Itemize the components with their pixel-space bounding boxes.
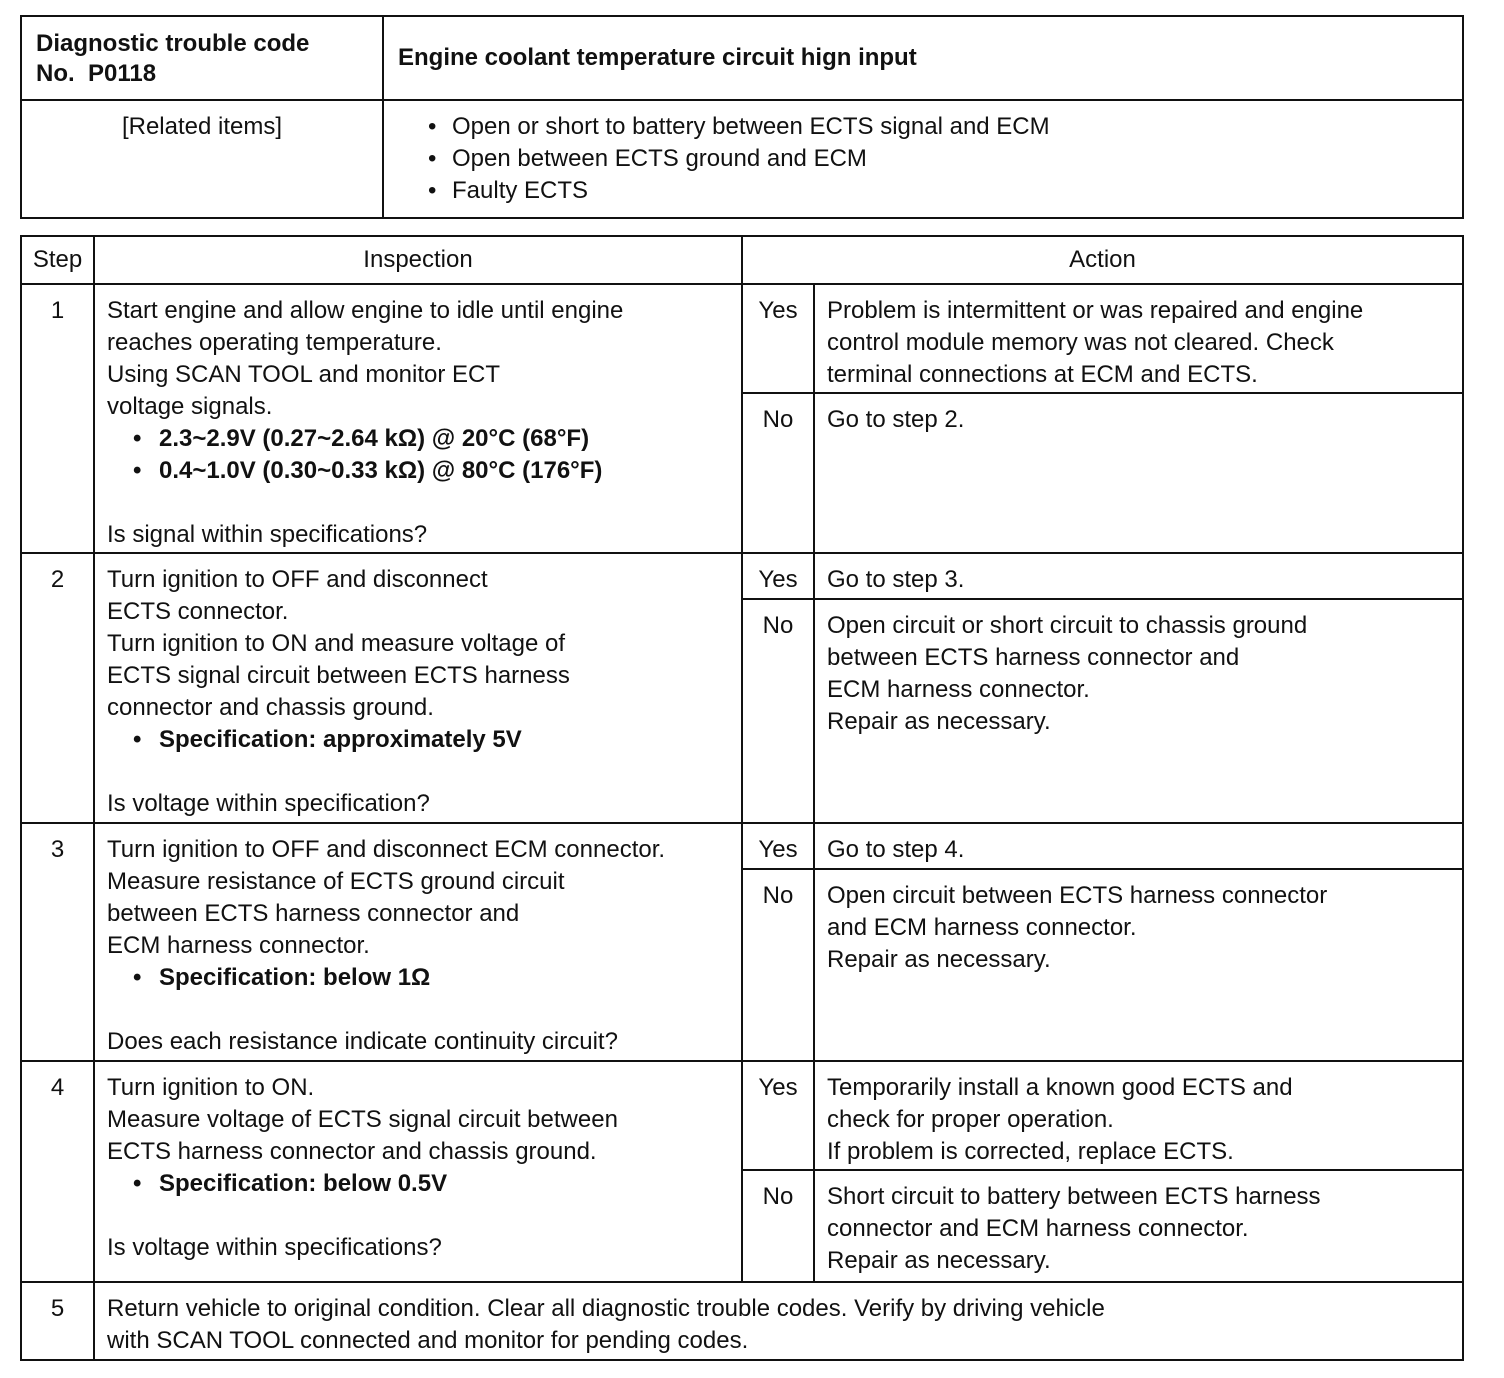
no-action (814, 1170, 1463, 1282)
dtc-header-table (20, 15, 1464, 219)
final-step-line: Return vehicle to original condition. Clear all diagnostic trouble codes. Verify by driving vehicle (107, 1295, 1105, 1322)
yes-action (814, 553, 1463, 599)
action-line: Repair as necessary. (827, 946, 1051, 973)
inspection-line: ECM harness connector. (107, 932, 370, 959)
dtc-code-label-line1: Diagnostic trouble code (36, 30, 310, 57)
inspection-line: ECTS harness connector and chassis ground. (107, 1138, 597, 1165)
inspection-cell (94, 553, 742, 823)
action-line: Repair as necessary. (827, 1247, 1051, 1274)
no-label: No (742, 1170, 814, 1282)
yes-label: Yes (742, 553, 814, 599)
dtc-title: Engine coolant temperature circuit hign input (383, 16, 1463, 100)
inspection-question: Is signal within specifications? (107, 521, 428, 548)
inspection-question: Is voltage within specifications? (107, 1234, 442, 1261)
no-action (814, 393, 1463, 553)
inspection-line: Measure resistance of ECTS ground circuit (107, 868, 565, 895)
yes-label: Yes (742, 284, 814, 393)
inspection-line: Turn ignition to OFF and disconnect (107, 566, 488, 593)
action-line: terminal connections at ECM and ECTS. (827, 361, 1258, 388)
related-items-list (398, 111, 1448, 207)
action-line: and ECM harness connector. (827, 914, 1137, 941)
action-line: connector and ECM harness connector. (827, 1215, 1249, 1242)
inspection-line: Turn ignition to OFF and disconnect ECM connector. (107, 836, 666, 863)
action-line: Go to step 3. (827, 566, 965, 593)
inspection-cell (94, 1061, 742, 1282)
action-line: ECM harness connector. (827, 676, 1090, 703)
inspection-line: connector and chassis ground. (107, 694, 434, 721)
diagnostic-steps-table (20, 235, 1464, 1361)
action-line: Problem is intermittent or was repaired and engine (827, 297, 1364, 324)
yes-action (814, 1061, 1463, 1170)
specification: • 0.4~1.0V (0.30~0.33 kΩ) @ 80°C (176°F) (107, 455, 729, 487)
inspection-line: Turn ignition to ON. (107, 1074, 315, 1101)
inspection-line: Start engine and allow engine to idle until engine (107, 297, 624, 324)
inspection-line: ECTS signal circuit between ECTS harness (107, 662, 570, 689)
action-line: Temporarily install a known good ECTS and (827, 1074, 1293, 1101)
final-step-line: with SCAN TOOL connected and monitor for pending codes. (107, 1327, 749, 1354)
inspection-header: Inspection (94, 236, 742, 284)
step-number: 4 (21, 1061, 94, 1282)
action-header: Action (742, 236, 1463, 284)
action-line: Go to step 4. (827, 836, 965, 863)
related-item: • Faulty ECTS (426, 175, 1448, 207)
specification: • 2.3~2.9V (0.27~2.64 kΩ) @ 20°C (68°F) (107, 423, 729, 455)
inspection-line: Measure voltage of ECTS signal circuit between (107, 1106, 618, 1133)
yes-label: Yes (742, 1061, 814, 1170)
action-line: Short circuit to battery between ECTS harness (827, 1183, 1321, 1210)
related-items-label: [Related items] (21, 100, 383, 218)
step-number: 3 (21, 823, 94, 1061)
step-header: Step (21, 236, 94, 284)
action-line: control module memory was not cleared. Check (827, 329, 1334, 356)
inspection-line: between ECTS harness connector and (107, 900, 520, 927)
step-number: 2 (21, 553, 94, 823)
inspection-line: voltage signals. (107, 393, 273, 420)
no-label: No (742, 393, 814, 553)
no-action (814, 869, 1463, 1061)
dtc-code-label (21, 16, 383, 100)
specification: • Specification: below 1Ω (107, 962, 729, 994)
action-line: check for proper operation. (827, 1106, 1114, 1133)
action-line: Open circuit or short circuit to chassis ground (827, 612, 1308, 639)
inspection-cell (94, 284, 742, 553)
step-number: 5 (21, 1282, 94, 1360)
no-label: No (742, 599, 814, 823)
action-line: Repair as necessary. (827, 708, 1051, 735)
related-items-cell (383, 100, 1463, 218)
action-line: between ECTS harness connector and (827, 644, 1240, 671)
yes-action (814, 284, 1463, 393)
related-item: • Open or short to battery between ECTS signal and ECM (426, 111, 1448, 143)
step-number: 1 (21, 284, 94, 553)
no-action (814, 599, 1463, 823)
inspection-line: Turn ignition to ON and measure voltage of (107, 630, 566, 657)
related-item: • Open between ECTS ground and ECM (426, 143, 1448, 175)
inspection-line: reaches operating temperature. (107, 329, 442, 356)
inspection-question: Is voltage within specification? (107, 790, 430, 817)
specification: • Specification: below 0.5V (107, 1168, 729, 1200)
specification: • Specification: approximately 5V (107, 724, 729, 756)
inspection-line: Using SCAN TOOL and monitor ECT (107, 361, 501, 388)
dtc-code-number: No. P0118 (36, 60, 157, 87)
action-line: If problem is corrected, replace ECTS. (827, 1138, 1234, 1165)
inspection-question: Does each resistance indicate continuity circuit? (107, 1028, 618, 1055)
final-step-cell (94, 1282, 1463, 1360)
action-line: Open circuit between ECTS harness connector (827, 882, 1328, 909)
yes-action (814, 823, 1463, 869)
yes-label: Yes (742, 823, 814, 869)
action-line: Go to step 2. (827, 406, 965, 433)
inspection-line: ECTS connector. (107, 598, 289, 625)
inspection-cell (94, 823, 742, 1061)
no-label: No (742, 869, 814, 1061)
